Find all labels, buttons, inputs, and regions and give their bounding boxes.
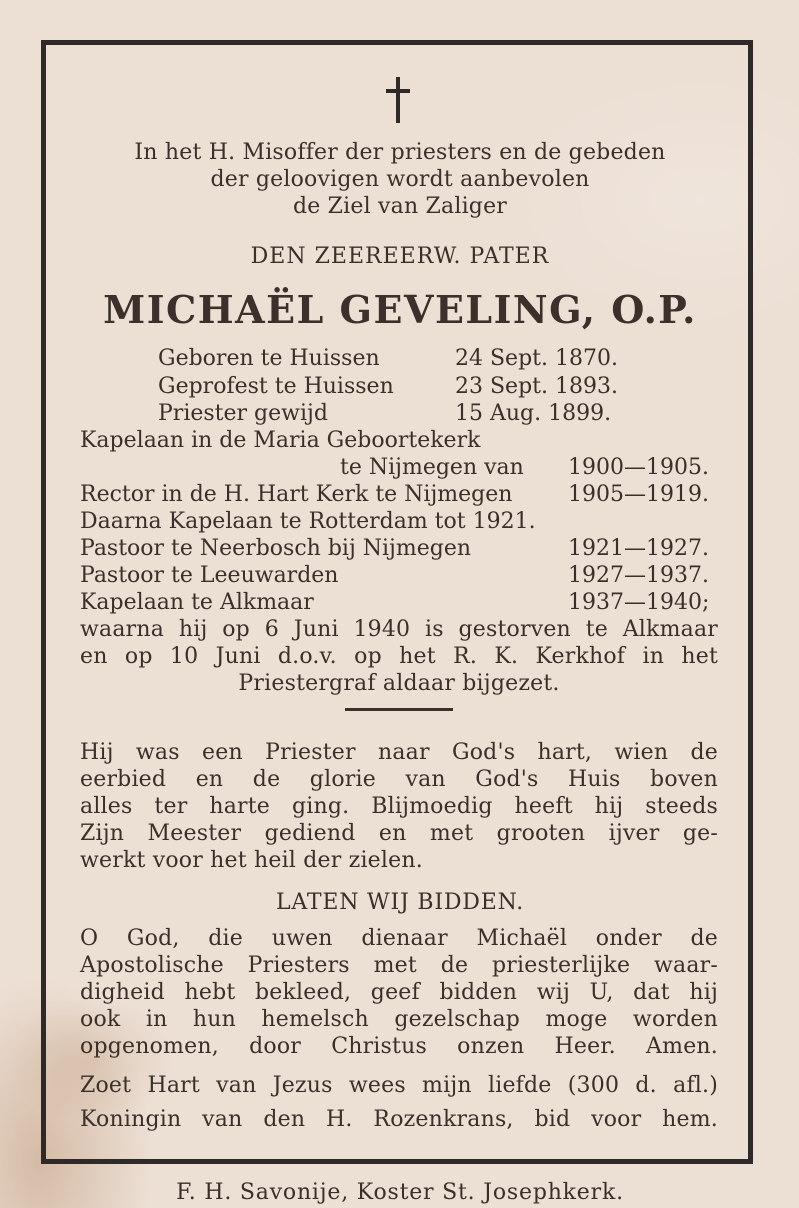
tribute-line-5: werkt voor het heil der zielen. [80,848,423,873]
event-label-3: Priester gewijd [158,401,328,426]
career-rector: Rector in de H. Hart Kerk te Nijmegen [80,482,513,507]
prayer-line-1: O God, die uwen dienaar Michaël onder de [80,926,718,951]
prayer-line-2: Apostolische Priesters met de priesterlijke waar- [80,953,718,978]
death-line-1: waarna hij op 6 Juni 1940 is gestorven te Alkmaar [80,617,718,642]
event-date-1: 24 Sept. 1870. [455,346,618,371]
career-neerbosch: Pastoor te Neerbosch bij Nijmegen [80,536,472,561]
tribute-line-2: eerbied en de glorie van God's Huis boven [80,767,718,792]
intro-line-2: der geloovigen wordt aanbevolen [210,167,590,192]
tribute-line-4: Zijn Meester gediend en met grooten ijver ge- [80,821,718,846]
career-alkmaar-years: 1937—1940; [568,590,710,615]
career-leeuwarden-years: 1927—1937. [568,563,709,588]
death-line-3: Priestergraf aldaar bijgezet. [238,671,560,696]
career-kapelaan-years: 1900—1905. [568,455,709,480]
event-date-2: 23 Sept. 1893. [455,374,618,399]
career-kapelaan-line-1: Kapelaan in de Maria Geboortekerk [80,428,481,453]
career-rector-years: 1905—1919. [568,482,709,507]
invocation-line-1: Zoet Hart van Jezus wees mijn liefde (300 d. afl.) [80,1073,718,1098]
event-label-1: Geboren te Huissen [158,346,380,371]
career-neerbosch-years: 1921—1927. [568,536,709,561]
tribute-line-3: alles ter harte ging. Blijmoedig heeft hij steeds [80,794,718,819]
invocation-line-2: Koningin van den H. Rozenkrans, bid voor hem. [80,1107,718,1132]
event-label-2: Geprofest te Huissen [158,374,394,399]
prayer-line-3: digheid hebt bekleed, geef bidden wij U, dat hij [80,980,718,1005]
section-divider [345,708,453,711]
intro-line-1: In het H. Misoffer der priesters en de gebeden [134,140,666,165]
death-line-2: en op 10 Juni d.o.v. op het R. K. Kerkhof in het [80,644,718,669]
career-kapelaan-line-2: te Nijmegen van [340,455,524,480]
career-rotterdam: Daarna Kapelaan te Rotterdam tot 1921. [80,509,536,534]
cross-icon [382,75,414,125]
printer-credit: F. H. Savonije, Koster St. Josephkerk. [176,1180,624,1205]
prayer-line-5: opgenomen, door Christus onzen Heer. Amen. [80,1034,718,1059]
prayer-title: LATEN WIJ BIDDEN. [275,890,525,915]
career-leeuwarden: Pastoor te Leeuwarden [80,563,339,588]
tribute-line-1: Hij was een Priester naar God's hart, wien de [80,740,718,765]
career-alkmaar: Kapelaan te Alkmaar [80,590,314,615]
deceased-name: MICHAËL GEVELING, O.P. [103,287,697,332]
event-date-3: 15 Aug. 1899. [455,401,612,426]
prayer-line-4: ook in hun hemelsch gezelschap moge worden [80,1007,718,1032]
subtitle: DEN ZEEREERW. PATER [250,244,550,269]
intro-line-3: de Ziel van Zaliger [292,194,508,219]
